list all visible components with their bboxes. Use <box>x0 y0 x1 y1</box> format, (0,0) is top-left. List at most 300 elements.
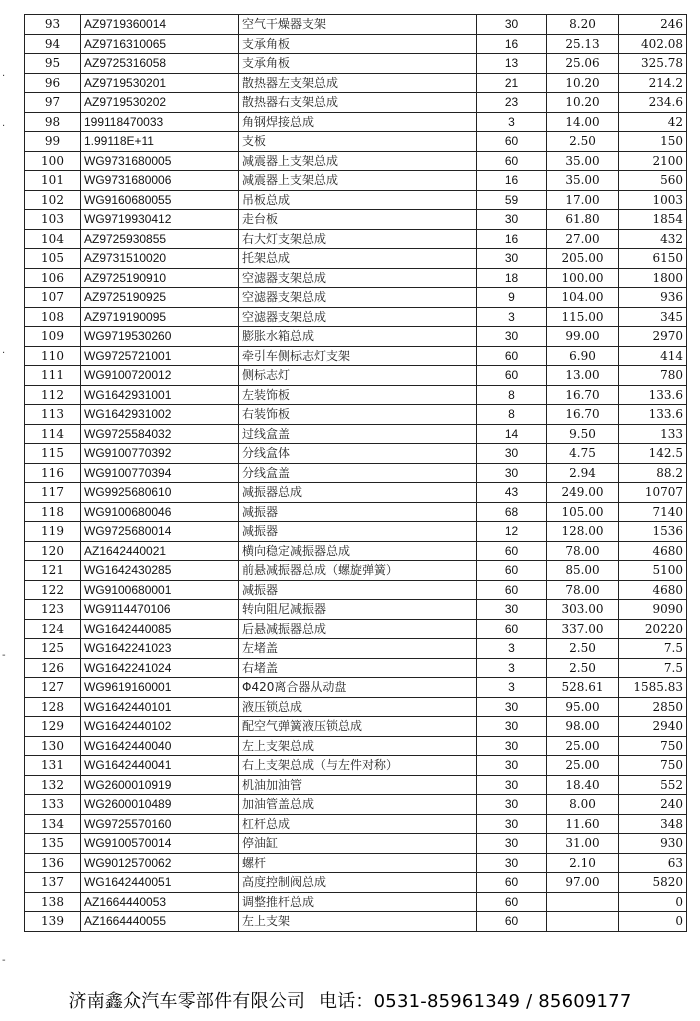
row-number-cell: 136 <box>25 853 81 873</box>
unit-price-cell: 4.75 <box>547 444 619 464</box>
quantity-cell: 30 <box>477 444 547 464</box>
quantity-cell: 60 <box>477 346 547 366</box>
unit-price-cell: 10.20 <box>547 93 619 113</box>
part-code-cell: AZ9716310065 <box>81 34 239 54</box>
unit-price-cell: 16.70 <box>547 405 619 425</box>
margin-mark: . <box>2 345 6 356</box>
part-code-cell: WG1642430285 <box>81 561 239 581</box>
quantity-cell: 13 <box>477 54 547 74</box>
amount-cell: 345 <box>619 307 687 327</box>
row-number-cell: 137 <box>25 873 81 893</box>
unit-price-cell: 35.00 <box>547 171 619 191</box>
unit-price-cell: 6.90 <box>547 346 619 366</box>
quantity-cell: 60 <box>477 366 547 386</box>
unit-price-cell: 14.00 <box>547 112 619 132</box>
quantity-cell: 43 <box>477 483 547 503</box>
table-row <box>25 541 687 561</box>
part-name-cell: 支承角板 <box>239 54 477 74</box>
row-number-cell: 103 <box>25 210 81 230</box>
part-name-cell: 液压锁总成 <box>239 697 477 717</box>
quantity-cell: 8 <box>477 405 547 425</box>
unit-price-cell: 17.00 <box>547 190 619 210</box>
amount-cell: 2970 <box>619 327 687 347</box>
unit-price-cell: 16.70 <box>547 385 619 405</box>
table-row <box>25 229 687 249</box>
part-code-cell: WG1642440041 <box>81 756 239 776</box>
quantity-cell: 18 <box>477 268 547 288</box>
quantity-cell: 3 <box>477 639 547 659</box>
part-name-cell: 散热器右支架总成 <box>239 93 477 113</box>
table-row <box>25 678 687 698</box>
unit-price-cell: 9.50 <box>547 424 619 444</box>
part-code-cell: WG1642931002 <box>81 405 239 425</box>
amount-cell: 780 <box>619 366 687 386</box>
part-name-cell: 横向稳定减振器总成 <box>239 541 477 561</box>
row-number-cell: 115 <box>25 444 81 464</box>
table-row <box>25 249 687 269</box>
part-name-cell: 左装饰板 <box>239 385 477 405</box>
amount-cell: 2940 <box>619 717 687 737</box>
row-number-cell: 133 <box>25 795 81 815</box>
quantity-cell: 12 <box>477 522 547 542</box>
amount-cell: 133.6 <box>619 405 687 425</box>
unit-price-cell <box>547 912 619 932</box>
company-name: 济南鑫众汽车零部件有限公司 <box>68 991 306 1012</box>
table-row <box>25 444 687 464</box>
amount-cell: 930 <box>619 834 687 854</box>
amount-cell: 0 <box>619 912 687 932</box>
row-number-cell: 113 <box>25 405 81 425</box>
quantity-cell: 30 <box>477 736 547 756</box>
part-name-cell: 减震器上支架总成 <box>239 171 477 191</box>
row-number-cell: 123 <box>25 600 81 620</box>
row-number-cell: 95 <box>25 54 81 74</box>
parts-table-body <box>25 15 687 932</box>
table-row <box>25 892 687 912</box>
table-row <box>25 463 687 483</box>
part-code-cell: AZ1664440053 <box>81 892 239 912</box>
part-name-cell: 走台板 <box>239 210 477 230</box>
amount-cell: 750 <box>619 756 687 776</box>
quantity-cell: 30 <box>477 600 547 620</box>
quantity-cell: 3 <box>477 658 547 678</box>
row-number-cell: 127 <box>25 678 81 698</box>
unit-price-cell: 25.06 <box>547 54 619 74</box>
table-row <box>25 717 687 737</box>
quantity-cell: 60 <box>477 580 547 600</box>
unit-price-cell: 2.50 <box>547 658 619 678</box>
unit-price-cell: 337.00 <box>547 619 619 639</box>
part-name-cell: 空气干燥器支架 <box>239 15 477 35</box>
part-name-cell: 减振器 <box>239 522 477 542</box>
unit-price-cell: 249.00 <box>547 483 619 503</box>
row-number-cell: 114 <box>25 424 81 444</box>
part-name-cell: 角钢焊接总成 <box>239 112 477 132</box>
quantity-cell: 30 <box>477 463 547 483</box>
table-row <box>25 190 687 210</box>
table-row <box>25 756 687 776</box>
row-number-cell: 125 <box>25 639 81 659</box>
amount-cell: 7.5 <box>619 639 687 659</box>
part-code-cell: WG1642440101 <box>81 697 239 717</box>
amount-cell: 234.6 <box>619 93 687 113</box>
quantity-cell: 30 <box>477 795 547 815</box>
row-number-cell: 128 <box>25 697 81 717</box>
quantity-cell: 9 <box>477 288 547 308</box>
part-code-cell: AZ9731510020 <box>81 249 239 269</box>
amount-cell: 214.2 <box>619 73 687 93</box>
parts-sheet <box>24 14 686 932</box>
quantity-cell: 23 <box>477 93 547 113</box>
unit-price-cell: 35.00 <box>547 151 619 171</box>
row-number-cell: 100 <box>25 151 81 171</box>
quantity-cell: 60 <box>477 151 547 171</box>
part-code-cell: AZ9725316058 <box>81 54 239 74</box>
quantity-cell: 59 <box>477 190 547 210</box>
unit-price-cell: 95.00 <box>547 697 619 717</box>
amount-cell: 348 <box>619 814 687 834</box>
unit-price-cell: 205.00 <box>547 249 619 269</box>
unit-price-cell: 2.50 <box>547 639 619 659</box>
part-name-cell: 侧标志灯 <box>239 366 477 386</box>
table-row <box>25 54 687 74</box>
quantity-cell: 16 <box>477 34 547 54</box>
part-code-cell: WG9012570062 <box>81 853 239 873</box>
row-number-cell: 138 <box>25 892 81 912</box>
phone-label: 电话： <box>319 991 374 1012</box>
amount-cell: 325.78 <box>619 54 687 74</box>
part-name-cell: 散热器左支架总成 <box>239 73 477 93</box>
row-number-cell: 106 <box>25 268 81 288</box>
unit-price-cell: 25.13 <box>547 34 619 54</box>
part-name-cell: Φ420离合器从动盘 <box>239 678 477 698</box>
table-row <box>25 73 687 93</box>
part-code-cell: WG9100770392 <box>81 444 239 464</box>
unit-price-cell: 8.20 <box>547 15 619 35</box>
part-code-cell: WG9100570014 <box>81 834 239 854</box>
table-row <box>25 600 687 620</box>
table-row <box>25 268 687 288</box>
table-row <box>25 775 687 795</box>
part-name-cell: 右装饰板 <box>239 405 477 425</box>
part-name-cell: 减振器总成 <box>239 483 477 503</box>
amount-cell: 1854 <box>619 210 687 230</box>
part-name-cell: 杠杆总成 <box>239 814 477 834</box>
part-code-cell: WG9925680610 <box>81 483 239 503</box>
row-number-cell: 134 <box>25 814 81 834</box>
part-code-cell: WG1642931001 <box>81 385 239 405</box>
unit-price-cell: 2.50 <box>547 132 619 152</box>
table-row <box>25 658 687 678</box>
part-code-cell: WG2600010489 <box>81 795 239 815</box>
unit-price-cell: 105.00 <box>547 502 619 522</box>
part-code-cell: WG1642440102 <box>81 717 239 737</box>
part-name-cell: 吊板总成 <box>239 190 477 210</box>
amount-cell: 2100 <box>619 151 687 171</box>
row-number-cell: 129 <box>25 717 81 737</box>
amount-cell: 1585.83 <box>619 678 687 698</box>
row-number-cell: 110 <box>25 346 81 366</box>
amount-cell: 20220 <box>619 619 687 639</box>
row-number-cell: 131 <box>25 756 81 776</box>
amount-cell: 1536 <box>619 522 687 542</box>
part-code-cell: WG9725584032 <box>81 424 239 444</box>
amount-cell: 7140 <box>619 502 687 522</box>
part-name-cell: 分线盒体 <box>239 444 477 464</box>
amount-cell: 88.2 <box>619 463 687 483</box>
quantity-cell: 16 <box>477 229 547 249</box>
part-code-cell: AZ9725190910 <box>81 268 239 288</box>
table-row <box>25 346 687 366</box>
table-row <box>25 483 687 503</box>
part-name-cell: 左上支架总成 <box>239 736 477 756</box>
row-number-cell: 105 <box>25 249 81 269</box>
table-row <box>25 522 687 542</box>
row-number-cell: 132 <box>25 775 81 795</box>
quantity-cell: 3 <box>477 678 547 698</box>
unit-price-cell: 2.94 <box>547 463 619 483</box>
part-code-cell: WG9725570160 <box>81 814 239 834</box>
unit-price-cell: 99.00 <box>547 327 619 347</box>
table-row <box>25 93 687 113</box>
part-name-cell: 机油加油管 <box>239 775 477 795</box>
row-number-cell: 107 <box>25 288 81 308</box>
part-name-cell: 右大灯支架总成 <box>239 229 477 249</box>
quantity-cell: 30 <box>477 717 547 737</box>
quantity-cell: 60 <box>477 873 547 893</box>
part-code-cell: WG9619160001 <box>81 678 239 698</box>
unit-price-cell: 104.00 <box>547 288 619 308</box>
unit-price-cell: 8.00 <box>547 795 619 815</box>
quantity-cell: 60 <box>477 132 547 152</box>
table-row <box>25 580 687 600</box>
unit-price-cell: 61.80 <box>547 210 619 230</box>
unit-price-cell: 528.61 <box>547 678 619 698</box>
table-row <box>25 307 687 327</box>
row-number-cell: 139 <box>25 912 81 932</box>
parts-table <box>24 14 687 932</box>
table-row <box>25 502 687 522</box>
part-name-cell: 空滤器支架总成 <box>239 268 477 288</box>
part-code-cell: WG9725721001 <box>81 346 239 366</box>
quantity-cell: 30 <box>477 814 547 834</box>
amount-cell: 414 <box>619 346 687 366</box>
amount-cell: 7.5 <box>619 658 687 678</box>
table-row <box>25 288 687 308</box>
table-row <box>25 15 687 35</box>
unit-price-cell: 25.00 <box>547 736 619 756</box>
row-number-cell: 94 <box>25 34 81 54</box>
amount-cell: 750 <box>619 736 687 756</box>
part-name-cell: 高度控制阀总成 <box>239 873 477 893</box>
part-name-cell: 减振器 <box>239 502 477 522</box>
table-row <box>25 171 687 191</box>
part-code-cell: WG9725680014 <box>81 522 239 542</box>
row-number-cell: 117 <box>25 483 81 503</box>
row-number-cell: 112 <box>25 385 81 405</box>
unit-price-cell: 128.00 <box>547 522 619 542</box>
part-code-cell: AZ9719360014 <box>81 15 239 35</box>
quantity-cell: 30 <box>477 327 547 347</box>
quantity-cell: 14 <box>477 424 547 444</box>
row-number-cell: 109 <box>25 327 81 347</box>
row-number-cell: 118 <box>25 502 81 522</box>
table-row <box>25 34 687 54</box>
amount-cell: 5820 <box>619 873 687 893</box>
table-row <box>25 619 687 639</box>
unit-price-cell <box>547 892 619 912</box>
row-number-cell: 124 <box>25 619 81 639</box>
row-number-cell: 120 <box>25 541 81 561</box>
part-name-cell: 螺杆 <box>239 853 477 873</box>
quantity-cell: 30 <box>477 775 547 795</box>
margin-mark: - <box>2 955 6 966</box>
quantity-cell: 60 <box>477 619 547 639</box>
table-row <box>25 112 687 132</box>
amount-cell: 142.5 <box>619 444 687 464</box>
quantity-cell: 30 <box>477 834 547 854</box>
part-name-cell: 托架总成 <box>239 249 477 269</box>
part-code-cell: AZ9725190925 <box>81 288 239 308</box>
amount-cell: 552 <box>619 775 687 795</box>
part-name-cell: 支板 <box>239 132 477 152</box>
unit-price-cell: 10.20 <box>547 73 619 93</box>
part-code-cell: WG1642440085 <box>81 619 239 639</box>
row-number-cell: 99 <box>25 132 81 152</box>
part-name-cell: 配空气弹簧液压锁总成 <box>239 717 477 737</box>
part-code-cell: WG1642241024 <box>81 658 239 678</box>
unit-price-cell: 11.60 <box>547 814 619 834</box>
row-number-cell: 104 <box>25 229 81 249</box>
unit-price-cell: 85.00 <box>547 561 619 581</box>
part-code-cell: AZ9725930855 <box>81 229 239 249</box>
table-row <box>25 736 687 756</box>
part-name-cell: 减震器上支架总成 <box>239 151 477 171</box>
quantity-cell: 16 <box>477 171 547 191</box>
part-name-cell: 空滤器支架总成 <box>239 307 477 327</box>
table-row <box>25 853 687 873</box>
part-code-cell: WG9160680055 <box>81 190 239 210</box>
row-number-cell: 96 <box>25 73 81 93</box>
amount-cell: 133 <box>619 424 687 444</box>
part-code-cell: WG9100720012 <box>81 366 239 386</box>
part-code-cell: WG9100680001 <box>81 580 239 600</box>
part-code-cell: WG9719930412 <box>81 210 239 230</box>
part-name-cell: 减振器 <box>239 580 477 600</box>
part-name-cell: 右上支架总成（与左件对称） <box>239 756 477 776</box>
quantity-cell: 3 <box>477 307 547 327</box>
table-row <box>25 561 687 581</box>
table-row <box>25 697 687 717</box>
part-name-cell: 过线盒盖 <box>239 424 477 444</box>
amount-cell: 63 <box>619 853 687 873</box>
part-code-cell: WG9114470106 <box>81 600 239 620</box>
amount-cell: 936 <box>619 288 687 308</box>
amount-cell: 560 <box>619 171 687 191</box>
amount-cell: 432 <box>619 229 687 249</box>
quantity-cell: 21 <box>477 73 547 93</box>
amount-cell: 6150 <box>619 249 687 269</box>
part-code-cell: WG1642241023 <box>81 639 239 659</box>
unit-price-cell: 18.40 <box>547 775 619 795</box>
amount-cell: 0 <box>619 892 687 912</box>
table-row <box>25 912 687 932</box>
amount-cell: 240 <box>619 795 687 815</box>
phone-numbers: 0531-85961349 / 85609177 <box>373 991 632 1012</box>
table-row <box>25 795 687 815</box>
margin-mark: . <box>2 68 6 79</box>
unit-price-cell: 78.00 <box>547 541 619 561</box>
row-number-cell: 101 <box>25 171 81 191</box>
part-code-cell: 1.99118E+11 <box>81 132 239 152</box>
unit-price-cell: 31.00 <box>547 834 619 854</box>
quantity-cell: 60 <box>477 892 547 912</box>
amount-cell: 42 <box>619 112 687 132</box>
table-row <box>25 873 687 893</box>
part-code-cell: WG1642440051 <box>81 873 239 893</box>
part-code-cell: WG1642440040 <box>81 736 239 756</box>
table-row <box>25 327 687 347</box>
part-name-cell: 停油缸 <box>239 834 477 854</box>
row-number-cell: 97 <box>25 93 81 113</box>
amount-cell: 1003 <box>619 190 687 210</box>
unit-price-cell: 78.00 <box>547 580 619 600</box>
row-number-cell: 108 <box>25 307 81 327</box>
row-number-cell: 111 <box>25 366 81 386</box>
row-number-cell: 98 <box>25 112 81 132</box>
table-row <box>25 639 687 659</box>
part-name-cell: 调整推杆总成 <box>239 892 477 912</box>
amount-cell: 402.08 <box>619 34 687 54</box>
part-code-cell: AZ1642440021 <box>81 541 239 561</box>
margin-mark: . <box>2 118 6 129</box>
part-name-cell: 牵引车侧标志灯支架 <box>239 346 477 366</box>
table-row <box>25 385 687 405</box>
part-name-cell: 后悬减振器总成 <box>239 619 477 639</box>
amount-cell: 150 <box>619 132 687 152</box>
quantity-cell: 60 <box>477 541 547 561</box>
part-name-cell: 空滤器支架总成 <box>239 288 477 308</box>
part-code-cell: WG9100770394 <box>81 463 239 483</box>
amount-cell: 4680 <box>619 580 687 600</box>
row-number-cell: 102 <box>25 190 81 210</box>
part-code-cell: WG9719530260 <box>81 327 239 347</box>
row-number-cell: 135 <box>25 834 81 854</box>
quantity-cell: 60 <box>477 912 547 932</box>
part-code-cell: AZ1664440055 <box>81 912 239 932</box>
row-number-cell: 126 <box>25 658 81 678</box>
row-number-cell: 116 <box>25 463 81 483</box>
unit-price-cell: 97.00 <box>547 873 619 893</box>
part-name-cell: 前悬减振器总成（螺旋弹簧） <box>239 561 477 581</box>
table-row <box>25 151 687 171</box>
row-number-cell: 93 <box>25 15 81 35</box>
part-code-cell: AZ9719530202 <box>81 93 239 113</box>
part-name-cell: 分线盒盖 <box>239 463 477 483</box>
part-name-cell: 右堵盖 <box>239 658 477 678</box>
unit-price-cell: 303.00 <box>547 600 619 620</box>
part-code-cell: 199118470033 <box>81 112 239 132</box>
quantity-cell: 8 <box>477 385 547 405</box>
quantity-cell: 30 <box>477 15 547 35</box>
row-number-cell: 130 <box>25 736 81 756</box>
row-number-cell: 121 <box>25 561 81 581</box>
part-code-cell: AZ9719530201 <box>81 73 239 93</box>
amount-cell: 2850 <box>619 697 687 717</box>
quantity-cell: 68 <box>477 502 547 522</box>
unit-price-cell: 13.00 <box>547 366 619 386</box>
part-name-cell: 转向阻尼减振器 <box>239 600 477 620</box>
